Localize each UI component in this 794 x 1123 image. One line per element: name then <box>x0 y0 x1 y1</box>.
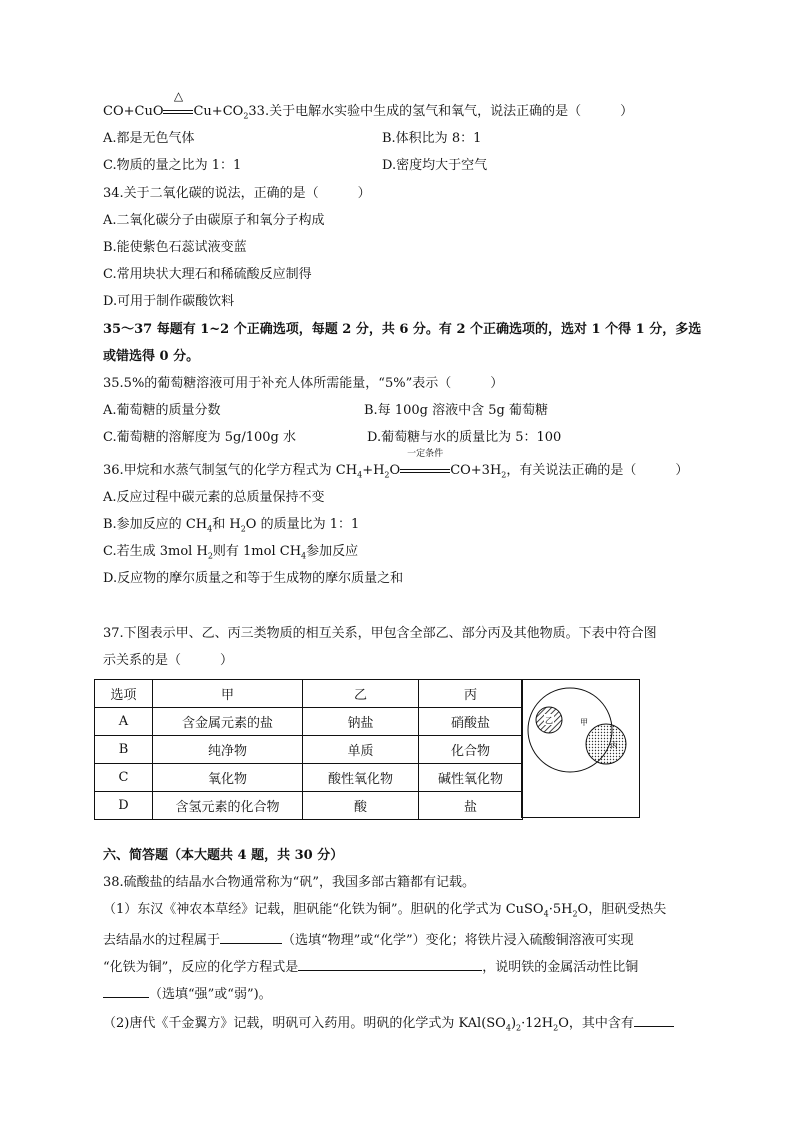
table-cell: C <box>95 764 153 792</box>
answer-blank[interactable] <box>298 956 482 971</box>
table-row <box>95 764 523 792</box>
q38-part1-line3: “化铁为铜”，反应的化学方程式是 ，说明铁的金属活动性比铜 <box>103 956 638 977</box>
venn-label-jia: 甲 <box>580 718 588 727</box>
q38-part2-line1: （2)唐代《千金翼方》记载，明矾可入药用。明矾的化学式为 $KAl(SO_4)_2\cdot 12H_2O$，其中含有 <box>103 1012 674 1038</box>
q37-stem-line2: 示关系的是（ ） <box>103 653 234 668</box>
q33-stem: 33.关于电解水实验中生成的氢气和氧气，说法正确的是（ ） <box>248 104 634 119</box>
q38-part1-line2: 去结晶水的过程属于 （选填“物理”或“化学”）变化；将铁片浸入硫酸铜溶液可实现 <box>103 929 634 950</box>
q37-options-table <box>94 679 523 820</box>
q33-option-a: A.都是无色气体 <box>103 131 195 146</box>
q34-option-d: D.可用于制作碳酸饮料 <box>103 294 235 309</box>
q36-option-b: B.参加反应的 $CH_4$和 $H_2O$ 的质量比为 1：1 <box>103 517 360 534</box>
q33-option-d: D.密度均大于空气 <box>382 158 488 173</box>
q36-option-c: C.若生成 3mol $H_2$则有 1mol $CH_4$参加反应 <box>103 544 359 561</box>
table-header: 甲 <box>153 680 303 708</box>
section-note-line2: 或错选得 0 分。 <box>103 349 200 364</box>
q35-option-d: D.葡萄糖与水的质量比为 5：100 <box>367 430 562 445</box>
q32-equation-right: Cu+CO <box>193 104 244 119</box>
q35-option-c: C.葡萄糖的溶解度为 5g/100g 水 <box>103 430 296 445</box>
q34-stem: 34.关于二氧化碳的说法，正确的是（ ） <box>103 186 371 201</box>
table-cell: 纯净物 <box>153 736 303 764</box>
venn-label-yi: 乙 <box>545 716 553 725</box>
answer-blank[interactable] <box>634 1012 674 1027</box>
venn-circle-bing <box>586 724 626 764</box>
condition-text: 一定条件 <box>407 449 444 459</box>
table-cell: B <box>95 736 153 764</box>
answer-blank[interactable] <box>103 983 149 998</box>
table-header: 丙 <box>419 680 523 708</box>
reaction-condition <box>400 449 450 480</box>
table-cell: 单质 <box>303 736 419 764</box>
venn-label-bing: 丙 <box>610 741 618 750</box>
q35-option-a: A.葡萄糖的质量分数 <box>103 403 221 418</box>
table-row <box>95 708 523 736</box>
q32-equation-left: CO+CuO <box>103 104 164 119</box>
section-note-line1: 35～37 每题有 1~2 个正确选项，每题 2 分，共 6 分。有 2 个正确选项的，选对 1 个得 1 分，多选 <box>103 322 702 337</box>
table-cell: A <box>95 708 153 736</box>
q34-option-c: C.常用块状大理石和稀硫酸反应制得 <box>103 267 312 282</box>
q35-stem: 35.5%的葡萄糖溶液可用于补充人体所需能量，“5%”表示（ ） <box>103 376 504 391</box>
table-cell: 酸 <box>303 792 419 820</box>
q37-stem-line1: 37.下图表示甲、乙、丙三类物质的相互关系，甲包含全部乙、部分丙及其他物质。下表中符合图 <box>103 626 657 641</box>
table-cell: 硝酸盐 <box>419 708 523 736</box>
q33-stem-line: CO+CuO △ $Cu+CO_233$.关于电解水实验中生成的氢气和氧气，说法正确的是（ ） <box>103 89 634 121</box>
triangle-icon: △ <box>173 89 184 103</box>
q34-option-a: A.二氧化碳分子由碳原子和氧分子构成 <box>103 213 325 228</box>
table-cell: 氧化物 <box>153 764 303 792</box>
table-header: 乙 <box>303 680 419 708</box>
q38-part1-line4: （选填“强”或“弱”)。 <box>103 983 272 1004</box>
table-cell: 酸性氧化物 <box>303 764 419 792</box>
table-cell: 化合物 <box>419 736 523 764</box>
q36-option-d: D.反应物的摩尔质量之和等于生成物的摩尔质量之和 <box>103 571 404 586</box>
table-cell: 含金属元素的盐 <box>153 708 303 736</box>
table-row <box>95 792 523 820</box>
table-header: 选项 <box>95 680 153 708</box>
q33-option-c: C.物质的量之比为 1：1 <box>103 158 242 173</box>
answer-blank[interactable] <box>220 929 282 944</box>
q35-option-b: B.每 100g 溶液中含 5g 葡萄糖 <box>364 403 548 418</box>
q38-stem: 38.硫酸盐的结晶水合物通常称为“矾”，我国多部古籍都有记载。 <box>103 875 475 890</box>
table-cell: 盐 <box>419 792 523 820</box>
table-cell: 钠盐 <box>303 708 419 736</box>
table-header-row <box>95 680 523 708</box>
q36-option-a: A.反应过程中碳元素的总质量保持不变 <box>103 490 325 505</box>
table-row <box>95 736 523 764</box>
venn-diagram <box>521 679 640 818</box>
venn-svg <box>522 680 639 817</box>
table-cell: 碱性氧化物 <box>419 764 523 792</box>
heating-condition-sign <box>163 89 193 121</box>
table-cell: D <box>95 792 153 820</box>
q38-part1-line1: （1）东汉《神农本草经》记载，胆矾能“化铁为铜”。胆矾的化学式为 $CuSO_4\cdot 5H_2O$，胆矾受热失 <box>103 902 667 919</box>
section6-title: 六、简答题（本大题共 4 题，共 30 分） <box>103 848 344 863</box>
q34-option-b: B.能使紫色石蕊试液变蓝 <box>103 240 247 255</box>
q33-option-b: B.体积比为 8：1 <box>382 131 482 146</box>
table-cell: 含氢元素的化合物 <box>153 792 303 820</box>
q36-stem: 36.甲烷和水蒸气制氢气的化学方程式为 $CH_4+H_2O$ 一定条件 $CO+3H_2$，有关说法正确的是（ ） <box>103 449 689 480</box>
